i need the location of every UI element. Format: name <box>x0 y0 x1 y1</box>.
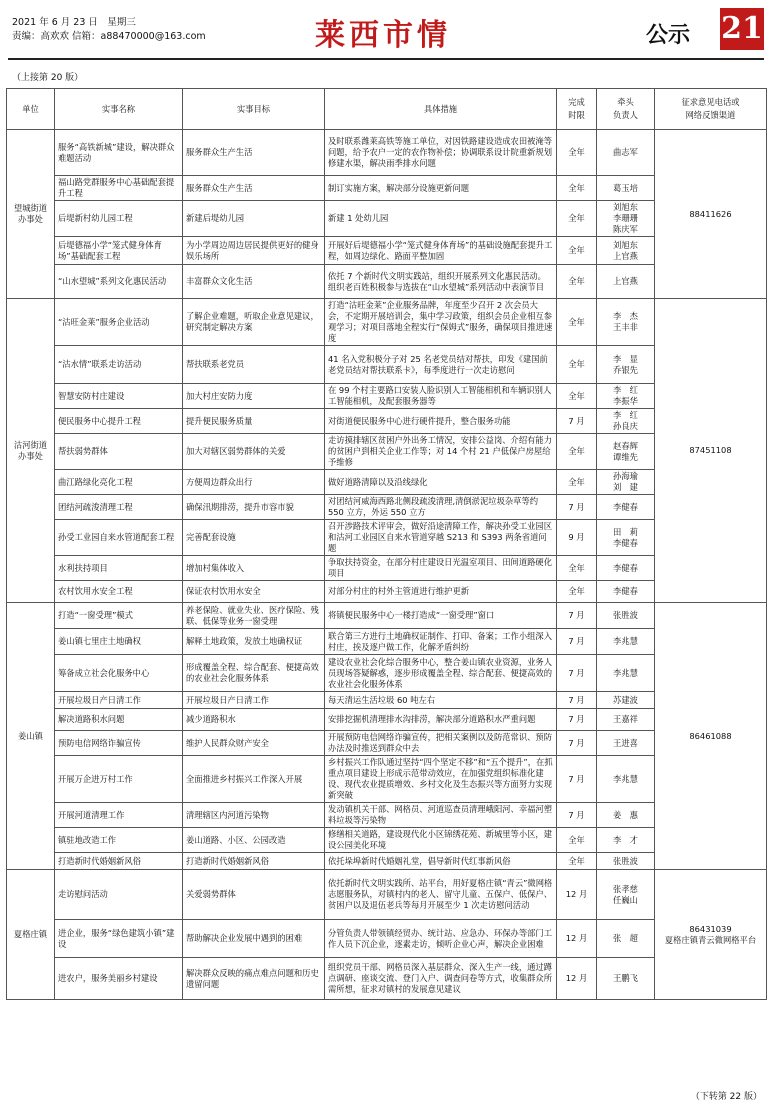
table-row <box>7 803 767 828</box>
project-measure-cell: 建设农业社会化综合服务中心，整合姜山镇农业资源，业务人员现场答疑解惑，逐步形成覆盖全程、综合配套、便捷高效的农业社会化服务体系 <box>325 655 557 692</box>
project-measure-cell: 分管负责人带领镇经贸办、统计站、应急办、环保办等部门工作人员下沉企业，逐素走访，倾听企业心声，解决企业困难 <box>325 920 557 958</box>
lead-person-cell: 孙海瑜 刘 建 <box>597 470 655 495</box>
lead-person-cell: 张孝慈 任巍山 <box>597 870 655 920</box>
deadline-cell: 全年 <box>557 556 597 581</box>
lead-person-cell: 王嘉祥 <box>597 709 655 731</box>
lead-person-cell: 李 才 <box>597 828 655 853</box>
deadline-cell: 全年 <box>557 853 597 870</box>
project-name-cell: 后堤新村幼儿园工程 <box>55 201 183 237</box>
project-name-cell: 便民服务中心提升工程 <box>55 409 183 434</box>
lead-person-cell: 李 杰 王丰非 <box>597 299 655 346</box>
deadline-cell: 全年 <box>557 346 597 384</box>
project-goal-cell: 姜山道路、小区、公园改造 <box>183 828 325 853</box>
deadline-cell: 12 月 <box>557 870 597 920</box>
table-row <box>7 409 767 434</box>
masthead-rule <box>8 58 764 60</box>
project-name-cell: 筹备成立社会化服务中心 <box>55 655 183 692</box>
project-goal-cell: 养老保险、就业失业、医疗保险、残联、低保等业务一窗受理 <box>183 603 325 629</box>
lead-person-cell: 李兆慧 <box>597 655 655 692</box>
project-goal-cell: 加大对辖区弱势群体的关爱 <box>183 434 325 470</box>
deadline-cell: 7 月 <box>557 409 597 434</box>
deadline-cell: 7 月 <box>557 709 597 731</box>
project-name-cell: “沽旺金莱”服务企业活动 <box>55 299 183 346</box>
newspaper-logo: 莱西市情 <box>315 18 451 53</box>
project-goal-cell: 服务群众生产生活 <box>183 176 325 201</box>
project-name-cell: 开展万企进万村工作 <box>55 756 183 803</box>
project-measure-cell: 依托 7 个新时代文明实践站，组织开展系列文化惠民活动。组织老百姓积极参与选拔在“山水望城”系列活动中表演节目 <box>325 265 557 299</box>
project-goal-cell: 解释土地政策，发放土地确权证 <box>183 629 325 655</box>
project-measure-cell: 召开涉路技术评审会，做好沿途清障工作，解决孙受工业园区和沽河工业园区自来水管道穿越 S213 和 S393 两条省道问题 <box>325 520 557 556</box>
project-goal-cell: 方便周边群众出行 <box>183 470 325 495</box>
table-header-row <box>7 89 767 130</box>
lead-person-cell: 李健春 <box>597 556 655 581</box>
deadline-cell: 全年 <box>557 384 597 409</box>
table-row <box>7 920 767 958</box>
deadline-cell: 7 月 <box>557 655 597 692</box>
editor-mailbox: 责编：高欢欢 信箱：a88470000@163.com <box>12 31 206 42</box>
project-name-cell: 姜山镇七里庄土地确权 <box>55 629 183 655</box>
project-name-cell: 进农户，服务美丽乡村建设 <box>55 958 183 1000</box>
lead-person-cell: 李 红 李振华 <box>597 384 655 409</box>
table-row <box>7 629 767 655</box>
project-goal-cell: 打造新时代婚姻新风俗 <box>183 853 325 870</box>
project-goal-cell: 完善配套设施 <box>183 520 325 556</box>
lead-person-cell: 上官燕 <box>597 265 655 299</box>
project-name-cell: 进企业，服务“绿色建筑小镇”建设 <box>55 920 183 958</box>
table-row <box>7 828 767 853</box>
lead-person-cell: 刘旭东 李珊珊 陈庆军 <box>597 201 655 237</box>
header-name: 实事名称 <box>55 89 183 130</box>
project-goal-cell: 了解企业难题，听取企业意见建议，研究制定解决方案 <box>183 299 325 346</box>
table-row <box>7 265 767 299</box>
table-row <box>7 495 767 520</box>
issue-date: 2021 年 6 月 23 日 星期三 <box>12 17 136 28</box>
header-deadline: 完成 时限 <box>557 89 597 130</box>
header-goal: 实事目标 <box>183 89 325 130</box>
table-row <box>7 958 767 1000</box>
project-goal-cell: 清理辖区内河道污染物 <box>183 803 325 828</box>
project-name-cell: 开展垃圾日产日清工作 <box>55 692 183 709</box>
lead-person-cell: 姜 惠 <box>597 803 655 828</box>
project-name-cell: 打造新时代婚姻新风俗 <box>55 853 183 870</box>
project-measure-cell: 争取扶持资金，在部分村庄建设日光温室项目、田间道路硬化项目 <box>325 556 557 581</box>
project-name-cell: 农村饮用水安全工程 <box>55 581 183 603</box>
page-number-badge: 21 <box>720 8 764 50</box>
project-measure-cell: 及时联系潍莱高铁等施工单位，对因铁路建设造成农田被淹等问题，给予农户一定的农作物补偿；协调联系设计院重新规划修建水渠，解决雨季排水问题 <box>325 130 557 176</box>
project-measure-cell: 依托新时代文明实践所、站平台，用好夏格庄镇“青云”微网格志愿服务队，对镇村内的老人、留守儿童、五保户、低保户、贫困户以及退伍老兵等每月开展至少 1 次走访慰问活动 <box>325 870 557 920</box>
project-goal-cell: 解决群众反映的痛点难点问题和历史遗留问题 <box>183 958 325 1000</box>
project-goal-cell: 形成覆盖全程、综合配套、便捷高效的农业社会化服务体系 <box>183 655 325 692</box>
project-measure-cell: 修缮相关道路，建设现代化小区锦绣花苑、新城里等小区，建设公园美化环境 <box>325 828 557 853</box>
table-row <box>7 655 767 692</box>
deadline-cell: 全年 <box>557 581 597 603</box>
project-goal-cell: 新建后堤幼儿园 <box>183 201 325 237</box>
project-goal-cell: 增加村集体收入 <box>183 556 325 581</box>
feedback-channel-cell: 86461088 <box>655 603 767 870</box>
lead-person-cell: 王鹏飞 <box>597 958 655 1000</box>
feedback-channel-cell: 87451108 <box>655 299 767 603</box>
project-measure-cell: 打造“沽旺金莱”企业服务品牌，年度至少召开 2 次会员大会，不定期开展培训会，集中学习政策，组织会员企业相互参观学习；对项目落地全程实行“保姆式”服务，确保项目推进速度 <box>325 299 557 346</box>
lead-person-cell: 张胜波 <box>597 603 655 629</box>
project-name-cell: 解决道路积水问题 <box>55 709 183 731</box>
project-name-cell: 走访慰问活动 <box>55 870 183 920</box>
deadline-cell: 全年 <box>557 176 597 201</box>
project-measure-cell: 对部分村庄的村外主管道进行维护更新 <box>325 581 557 603</box>
lead-person-cell: 李 红 孙良庆 <box>597 409 655 434</box>
continued-from-note: （上接第 20 版） <box>12 73 84 83</box>
deadline-cell: 全年 <box>557 434 597 470</box>
deadline-cell: 7 月 <box>557 803 597 828</box>
public-projects-table <box>6 88 767 1000</box>
header-unit: 单位 <box>7 89 55 130</box>
project-goal-cell: 丰富群众文化生活 <box>183 265 325 299</box>
project-goal-cell: 关爱弱势群体 <box>183 870 325 920</box>
table-row <box>7 731 767 756</box>
project-measure-cell: 依托垛埠新时代婚姻礼堂，倡导新时代红事新风俗 <box>325 853 557 870</box>
table-row <box>7 692 767 709</box>
deadline-cell: 全年 <box>557 237 597 265</box>
project-name-cell: 后堤德福小学“笼式健身体育场”基础配套工程 <box>55 237 183 265</box>
project-goal-cell: 帮助解决企业发展中遇到的困难 <box>183 920 325 958</box>
lead-person-cell: 田 莉 李健春 <box>597 520 655 556</box>
lead-person-cell: 葛玉培 <box>597 176 655 201</box>
deadline-cell: 7 月 <box>557 692 597 709</box>
project-name-cell: 预防电信网络诈骗宣传 <box>55 731 183 756</box>
lead-person-cell: 李健春 <box>597 495 655 520</box>
project-measure-cell: 组织党员干部、网格员深入基层群众、深入生产一线，通过蹲点调研、座谈交流、登门入户、调查问卷等方式，收集群众所需所想，征求对镇村的发展意见建议 <box>325 958 557 1000</box>
lead-person-cell: 李兆慧 <box>597 629 655 655</box>
table-row <box>7 384 767 409</box>
project-measure-cell: 每天清运生活垃圾 60 吨左右 <box>325 692 557 709</box>
project-name-cell: 团结河疏浚清理工程 <box>55 495 183 520</box>
table-row <box>7 853 767 870</box>
project-goal-cell: 加大村庄安防力度 <box>183 384 325 409</box>
table-row <box>7 870 767 920</box>
header-channel: 征求意见电话或 网络反馈渠道 <box>655 89 767 130</box>
table-row <box>7 470 767 495</box>
continued-to-note: （下转第 22 版） <box>690 1092 762 1102</box>
lead-person-cell: 苏建波 <box>597 692 655 709</box>
lead-person-cell: 李健春 <box>597 581 655 603</box>
deadline-cell: 12 月 <box>557 920 597 958</box>
table-row <box>7 176 767 201</box>
deadline-cell: 全年 <box>557 470 597 495</box>
project-goal-cell: 减少道路积水 <box>183 709 325 731</box>
deadline-cell: 7 月 <box>557 731 597 756</box>
table-row <box>7 130 767 176</box>
feedback-channel-cell: 88411626 <box>655 130 767 299</box>
project-name-cell: 曲江路绿化亮化工程 <box>55 470 183 495</box>
deadline-cell: 全年 <box>557 201 597 237</box>
project-measure-cell: 安排挖掘机清理排水沟排涝，解决部分道路积水严重问题 <box>325 709 557 731</box>
table-row <box>7 581 767 603</box>
project-goal-cell: 服务群众生产生活 <box>183 130 325 176</box>
project-name-cell: 智慧安防村庄建设 <box>55 384 183 409</box>
feedback-channel-cell: 86431039 夏格庄镇青云微网格平台 <box>655 870 767 1000</box>
lead-person-cell: 李 显 乔银先 <box>597 346 655 384</box>
project-measure-cell: 对街道便民服务中心进行硬件提升，整合服务功能 <box>325 409 557 434</box>
project-name-cell: 打造“一窗受理”模式 <box>55 603 183 629</box>
project-measure-cell: 发动镇机关干部、网格员、河道巡查员清理峨阳河、幸福河塑料垃圾等污染物 <box>325 803 557 828</box>
deadline-cell: 9 月 <box>557 520 597 556</box>
deadline-cell: 全年 <box>557 299 597 346</box>
table-row <box>7 237 767 265</box>
project-measure-cell: 开展预防电信网络诈骗宣传，把相关案例以及防范常识、预防办法及时推送到群众中去 <box>325 731 557 756</box>
masthead <box>0 0 772 60</box>
deadline-cell: 全年 <box>557 265 597 299</box>
project-name-cell: 水利扶持项目 <box>55 556 183 581</box>
project-name-cell: 帮扶弱势群体 <box>55 434 183 470</box>
project-measure-cell: 将镇便民服务中心一楼打造成“一窗受理”窗口 <box>325 603 557 629</box>
project-name-cell: 服务“高铁新城”建设，解决群众难题活动 <box>55 130 183 176</box>
deadline-cell: 7 月 <box>557 756 597 803</box>
project-name-cell: “沽水情”联系走访活动 <box>55 346 183 384</box>
project-name-cell: 镇驻地改造工作 <box>55 828 183 853</box>
project-measure-cell: 在 99 个村主要路口安装人脸识别人工智能相机和车辆识别人工智能相机，及配套服务器等 <box>325 384 557 409</box>
project-goal-cell: 提升便民服务质量 <box>183 409 325 434</box>
table-row <box>7 299 767 346</box>
table-row <box>7 346 767 384</box>
project-measure-cell: 开展好后堤德福小学“笼式健身体育场”的基础设施配套提升工程，如周边绿化、路面平整加固 <box>325 237 557 265</box>
project-goal-cell: 确保汛期排涝，提升市容市貌 <box>183 495 325 520</box>
masthead-info <box>12 16 206 44</box>
table-row <box>7 434 767 470</box>
header-lead: 牵头 负责人 <box>597 89 655 130</box>
section-title: 公示 <box>646 23 691 48</box>
header-measure: 具体措施 <box>325 89 557 130</box>
deadline-cell: 7 月 <box>557 495 597 520</box>
project-goal-cell: 为小学周边周边居民提供更好的健身娱乐场所 <box>183 237 325 265</box>
project-measure-cell: 41 名入党积极分子对 25 名老党员结对帮扶，印发《建国前老党员结对帮扶联系卡》，每季度进行一次走访慰问 <box>325 346 557 384</box>
unit-cell: 沽河街道 办事处 <box>7 299 55 603</box>
project-goal-cell: 开展垃圾日产日清工作 <box>183 692 325 709</box>
table-row <box>7 520 767 556</box>
deadline-cell: 12 月 <box>557 958 597 1000</box>
table-row <box>7 201 767 237</box>
project-measure-cell: 新建 1 处幼儿园 <box>325 201 557 237</box>
deadline-cell: 全年 <box>557 130 597 176</box>
project-name-cell: “山水望城”系列文化惠民活动 <box>55 265 183 299</box>
project-measure-cell: 做好道路清障以及沿线绿化 <box>325 470 557 495</box>
unit-cell: 夏格庄镇 <box>7 870 55 1000</box>
table-row <box>7 756 767 803</box>
table-row <box>7 709 767 731</box>
deadline-cell: 全年 <box>557 828 597 853</box>
project-measure-cell: 对团结河威海西路北侧段疏浚清理,清倒淤泥垃圾杂草等约 550 立方，外运 550 立方 <box>325 495 557 520</box>
project-measure-cell: 乡村振兴工作队通过坚持“四个坚定不移”和“五个提升”，在抓重点项目建设上形成示范带动效应，在加强党组织标准化建设、现代农业提质增效、乡村文化及生态振兴等方面努力实现新突破 <box>325 756 557 803</box>
lead-person-cell: 李兆慧 <box>597 756 655 803</box>
table-row <box>7 556 767 581</box>
project-name-cell: 开展河道清理工作 <box>55 803 183 828</box>
deadline-cell: 7 月 <box>557 629 597 655</box>
lead-person-cell: 赵春辉 谭维先 <box>597 434 655 470</box>
project-goal-cell: 帮扶联系老党员 <box>183 346 325 384</box>
lead-person-cell: 刘旭东 上官燕 <box>597 237 655 265</box>
project-goal-cell: 全面推进乡村振兴工作深入开展 <box>183 756 325 803</box>
project-measure-cell: 联合第三方进行土地确权证制作、打印、备案；工作小组深入村庄，挨及逐户做工作，化解矛盾纠纷 <box>325 629 557 655</box>
table-row <box>7 603 767 629</box>
unit-cell: 姜山镇 <box>7 603 55 870</box>
unit-cell: 望城街道 办事处 <box>7 130 55 299</box>
project-goal-cell: 维护人民群众财产安全 <box>183 731 325 756</box>
project-measure-cell: 走访摸排辖区贫困户外出务工情况，安排公益岗、介绍有能力的贫困户到相关企业工作等；对 14 个村 21 户低保户房屋给予维修 <box>325 434 557 470</box>
lead-person-cell: 张 超 <box>597 920 655 958</box>
lead-person-cell: 王进喜 <box>597 731 655 756</box>
lead-person-cell: 张胜波 <box>597 853 655 870</box>
lead-person-cell: 曲志军 <box>597 130 655 176</box>
deadline-cell: 7 月 <box>557 603 597 629</box>
project-name-cell: 孙受工业园自来水管道配套工程 <box>55 520 183 556</box>
project-measure-cell: 制订实施方案，解决部分设施更新问题 <box>325 176 557 201</box>
project-name-cell: 福山路党群服务中心基础配套提升工程 <box>55 176 183 201</box>
project-goal-cell: 保证农村饮用水安全 <box>183 581 325 603</box>
